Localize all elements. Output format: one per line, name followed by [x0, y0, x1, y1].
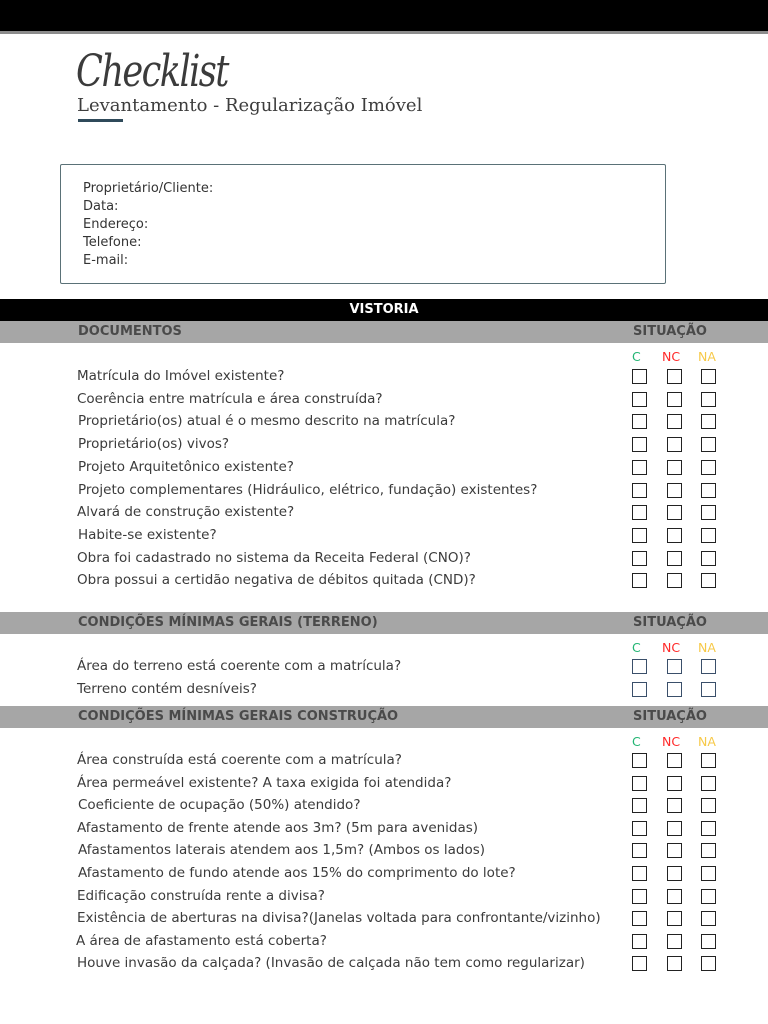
checklist-item-label: Existência de aberturas na divisa?(Janelas voltada para confrontante/vizinho) [77, 910, 601, 926]
checklist-item [0, 796, 768, 816]
checklist-item [0, 751, 768, 771]
checkbox-c[interactable] [632, 934, 647, 949]
checkbox-c[interactable] [632, 414, 647, 429]
checklist-item [0, 481, 768, 501]
checkbox-c[interactable] [632, 956, 647, 971]
checklist-item-label: Matrícula do Imóvel existente? [77, 368, 285, 384]
checkbox-nc[interactable] [667, 821, 682, 836]
checkbox-na[interactable] [701, 505, 716, 520]
checkbox-na[interactable] [701, 414, 716, 429]
legend-c: C [632, 734, 641, 749]
checklist-item [0, 458, 768, 478]
checklist-item [0, 680, 768, 700]
checkbox-na[interactable] [701, 483, 716, 498]
checkbox-c[interactable] [632, 460, 647, 475]
vistoria-header: VISTORIA [0, 299, 768, 321]
checkbox-nc[interactable] [667, 753, 682, 768]
checkbox-nc[interactable] [667, 659, 682, 674]
top-bar [0, 0, 768, 31]
checklist-item-label: Área permeável existente? A taxa exigida foi atendida? [77, 775, 452, 791]
checkbox-nc[interactable] [667, 483, 682, 498]
checkbox-nc[interactable] [667, 392, 682, 407]
checkbox-nc[interactable] [667, 505, 682, 520]
checkbox-na[interactable] [701, 682, 716, 697]
section-header-documentos [0, 321, 768, 343]
checkbox-na[interactable] [701, 392, 716, 407]
legend-nc: NC [662, 349, 681, 364]
checkbox-nc[interactable] [667, 460, 682, 475]
checklist-item-label: Coerência entre matrícula e área construída? [77, 391, 383, 407]
checklist-item-label: Edificação construída rente a divisa? [77, 888, 325, 904]
legend-c: C [632, 640, 641, 655]
checkbox-c[interactable] [632, 437, 647, 452]
checkbox-na[interactable] [701, 369, 716, 384]
status-column-label: SITUAÇÃO [633, 615, 707, 630]
checkbox-c[interactable] [632, 753, 647, 768]
section-title: DOCUMENTOS [78, 324, 182, 339]
checklist-item [0, 932, 768, 952]
checkbox-nc[interactable] [667, 956, 682, 971]
checkbox-nc[interactable] [667, 934, 682, 949]
checkbox-c[interactable] [632, 889, 647, 904]
checklist-item-label: A área de afastamento está coberta? [76, 933, 327, 949]
page-subtitle: Levantamento - Regularização Imóvel [77, 95, 423, 116]
checkbox-c[interactable] [632, 843, 647, 858]
checkbox-na[interactable] [701, 776, 716, 791]
checklist-item [0, 909, 768, 929]
checkbox-na[interactable] [701, 551, 716, 566]
checklist-item-label: Proprietário(os) atual é o mesmo descrito na matrícula? [78, 413, 456, 429]
checklist-item-label: Houve invasão da calçada? (Invasão de calçada não tem como regularizar) [77, 955, 585, 971]
checkbox-c[interactable] [632, 528, 647, 543]
checkbox-nc[interactable] [667, 911, 682, 926]
section-header-construcao [0, 706, 768, 728]
checklist-item [0, 571, 768, 591]
status-column-label: SITUAÇÃO [633, 709, 707, 724]
checkbox-na[interactable] [701, 934, 716, 949]
checkbox-na[interactable] [701, 437, 716, 452]
email-field-label[interactable]: E-mail: [83, 253, 129, 268]
checkbox-nc[interactable] [667, 573, 682, 588]
legend-na: NA [698, 734, 716, 749]
owner-field-label[interactable]: Proprietário/Cliente: [83, 181, 214, 196]
address-field-label[interactable]: Endereço: [83, 217, 149, 232]
checkbox-na[interactable] [701, 798, 716, 813]
section-title: CONDIÇÕES MÍNIMAS GERAIS CONSTRUÇÃO [78, 709, 399, 724]
checkbox-na[interactable] [701, 911, 716, 926]
legend-na: NA [698, 349, 716, 364]
checklist-item-label: Afastamento de fundo atende aos 15% do comprimento do lote? [78, 865, 516, 881]
checkbox-na[interactable] [701, 866, 716, 881]
checklist-item-label: Afastamentos laterais atendem aos 1,5m? (Ambos os lados) [78, 842, 486, 858]
phone-field-label[interactable]: Telefone: [83, 235, 142, 250]
checkbox-c[interactable] [632, 505, 647, 520]
checklist-item [0, 954, 768, 974]
checklist-item [0, 412, 768, 432]
subtitle-underline [78, 119, 123, 122]
checkbox-na[interactable] [701, 460, 716, 475]
checkbox-na[interactable] [701, 889, 716, 904]
checkbox-c[interactable] [632, 659, 647, 674]
checklist-item-label: Obra possui a certidão negativa de débitos quitada (CND)? [77, 572, 476, 588]
checkbox-c[interactable] [632, 682, 647, 697]
checklist-item-label: Projeto Arquitetônico existente? [78, 459, 294, 475]
checkbox-c[interactable] [632, 911, 647, 926]
checkbox-c[interactable] [632, 573, 647, 588]
checklist-item [0, 841, 768, 861]
checkbox-nc[interactable] [667, 866, 682, 881]
checkbox-c[interactable] [632, 866, 647, 881]
checkbox-na[interactable] [701, 956, 716, 971]
checkbox-nc[interactable] [667, 528, 682, 543]
checkbox-nc[interactable] [667, 889, 682, 904]
checklist-item-label: Obra foi cadastrado no sistema da Receita Federal (CNO)? [77, 550, 471, 566]
checklist-item [0, 367, 768, 387]
date-field-label[interactable]: Data: [83, 199, 119, 214]
checkbox-c[interactable] [632, 551, 647, 566]
checkbox-nc[interactable] [667, 551, 682, 566]
client-info-box [60, 164, 666, 284]
checklist-item-label: Coeficiente de ocupação (50%) atendido? [78, 797, 361, 813]
checklist-item [0, 526, 768, 546]
legend-nc: NC [662, 734, 681, 749]
checklist-item [0, 819, 768, 839]
checklist-item [0, 774, 768, 794]
checkbox-c[interactable] [632, 798, 647, 813]
checklist-item-label: Área do terreno está coerente com a matrícula? [77, 658, 402, 674]
checklist-item [0, 435, 768, 455]
checkbox-na[interactable] [701, 573, 716, 588]
legend-na: NA [698, 640, 716, 655]
checklist-item-label: Alvará de construção existente? [77, 504, 295, 520]
checkbox-c[interactable] [632, 483, 647, 498]
checkbox-na[interactable] [701, 659, 716, 674]
checklist-item [0, 864, 768, 884]
checklist-item [0, 657, 768, 677]
checklist-item-label: Habite-se existente? [78, 527, 217, 543]
checkbox-nc[interactable] [667, 798, 682, 813]
checkbox-nc[interactable] [667, 843, 682, 858]
checkbox-na[interactable] [701, 528, 716, 543]
checkbox-c[interactable] [632, 821, 647, 836]
checklist-item-label: Projeto complementares (Hidráulico, elétrico, fundação) existentes? [78, 482, 538, 498]
checkbox-na[interactable] [701, 843, 716, 858]
checkbox-c[interactable] [632, 369, 647, 384]
checkbox-nc[interactable] [667, 437, 682, 452]
checklist-item-label: Proprietário(os) vivos? [78, 436, 230, 452]
checklist-item [0, 390, 768, 410]
checklist-item-label: Afastamento de frente atende aos 3m? (5m para avenidas) [77, 820, 479, 836]
checklist-item-label: Área construída está coerente com a matrícula? [77, 752, 402, 768]
legend-c: C [632, 349, 641, 364]
checkbox-c[interactable] [632, 776, 647, 791]
checkbox-na[interactable] [701, 753, 716, 768]
checkbox-na[interactable] [701, 821, 716, 836]
section-title: CONDIÇÕES MÍNIMAS GERAIS (TERRENO) [78, 615, 378, 630]
checkbox-nc[interactable] [667, 776, 682, 791]
checklist-item [0, 503, 768, 523]
top-bar-line [0, 31, 768, 34]
checkbox-nc[interactable] [667, 414, 682, 429]
checkbox-c[interactable] [632, 392, 647, 407]
section-header-terreno [0, 612, 768, 634]
page-title: Checklist [76, 46, 228, 97]
checkbox-nc[interactable] [667, 369, 682, 384]
checklist-item [0, 887, 768, 907]
status-column-label: SITUAÇÃO [633, 324, 707, 339]
checklist-item [0, 549, 768, 569]
checkbox-nc[interactable] [667, 682, 682, 697]
legend-nc: NC [662, 640, 681, 655]
checklist-item-label: Terreno contém desníveis? [77, 681, 257, 697]
